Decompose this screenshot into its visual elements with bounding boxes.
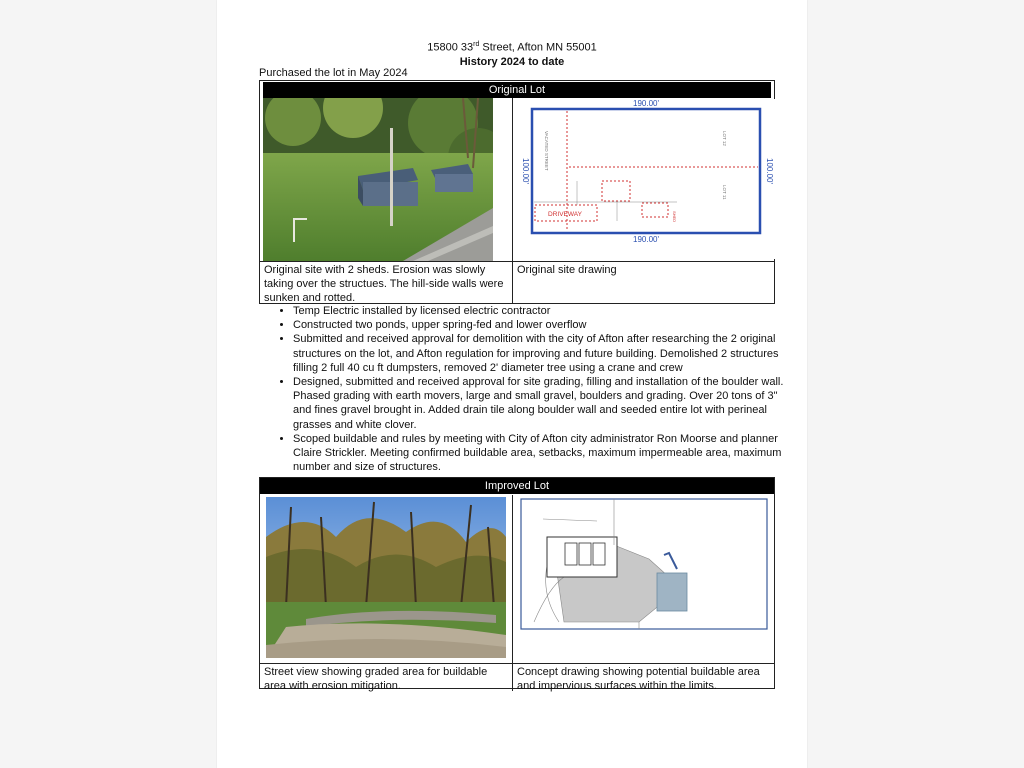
- document-subtitle: History 2024 to date: [459, 55, 565, 68]
- detached-structure: [657, 573, 687, 611]
- drawing-right-dimension: 100.00': [765, 158, 774, 184]
- street-view-caption: Street view showing graded area for buildable area with erosion mitigation.: [260, 664, 513, 691]
- original-lot-table: [259, 80, 775, 304]
- title-block: [217, 38, 807, 69]
- original-site-photo: [263, 98, 493, 261]
- original-site-drawing-cell: [513, 98, 774, 261]
- improved-lot-header: Improved Lot: [260, 478, 774, 494]
- list-item: • Temp Electric installed by licensed electric contractor: [293, 304, 793, 318]
- concept-drawing-cell: [513, 495, 774, 663]
- concept-drawing-caption: Concept drawing showing potential buildable area and impervious surfaces within the limits.: [517, 666, 760, 692]
- vacated-street-label: VACATED STREET: [544, 131, 549, 171]
- drawing-bottom-dimension: 190.00': [633, 235, 659, 244]
- original-lot-header: Original Lot: [263, 82, 771, 98]
- driveway-label: DRIVEWAY: [548, 211, 582, 218]
- list-item: • Scoped buildable and rules by meeting with City of Afton city administrator Ron Moorse and planner Claire Strickler. Meeting confirmed buildable area, setbacks, maximum impermeable area, maximum number and size of structures.: [293, 432, 793, 475]
- drawing-left-dimension: 100.00': [521, 158, 530, 184]
- original-site-photo-cell: [260, 98, 513, 261]
- drawing-top-dimension: 190.00': [633, 99, 659, 108]
- street-view-photo-cell: [260, 495, 513, 663]
- improved-lot-table: [259, 477, 775, 692]
- original-site-drawing-caption: Original site drawing: [517, 264, 617, 276]
- list-item: • Constructed two ponds, upper spring-fed and lower overflow: [293, 318, 793, 332]
- list-item: • Submitted and received approval for demolition with the city of Afton after researching the 2 original structures on the lot, and Afton regulation for improving and future building. Demolished 2 structures filling 2 full 40 cu ft dumpsters, removed 2' diameter tree using a crane and crew: [293, 332, 793, 375]
- activity-list: [273, 304, 793, 474]
- address-line: 15800 33rd Street, Afton MN 55001: [427, 41, 597, 54]
- improved-lot-image-row: [260, 495, 774, 664]
- lot-12-label: LOT 12: [722, 131, 727, 146]
- document-page: [217, 0, 807, 768]
- improved-lot-caption-row: [260, 664, 774, 691]
- street-view-photo: [266, 497, 506, 658]
- original-site-drawing: [517, 99, 775, 259]
- shed-label: SHED: [672, 211, 677, 223]
- concept-drawing: [519, 497, 769, 637]
- original-lot-image-row: [260, 98, 774, 262]
- purchased-note: Purchased the lot in May 2024: [259, 67, 408, 79]
- lot-11-label: LOT 11: [722, 185, 727, 200]
- list-item: • Designed, submitted and received approval for site grading, filling and installation of the boulder wall. Phased grading with earth movers, large and small gravel, boulders and grading. Over 20 tons of 3" and fines gravel brought in. Added drain tile along boulder wall and seeded entire lot with perineal grasses and white clover.: [293, 375, 793, 432]
- original-lot-caption-row: [260, 262, 774, 304]
- original-site-photo-caption: Original site with 2 sheds. Erosion was slowly taking over the structues. The hill-side walls were sunken and rotted.: [260, 262, 513, 304]
